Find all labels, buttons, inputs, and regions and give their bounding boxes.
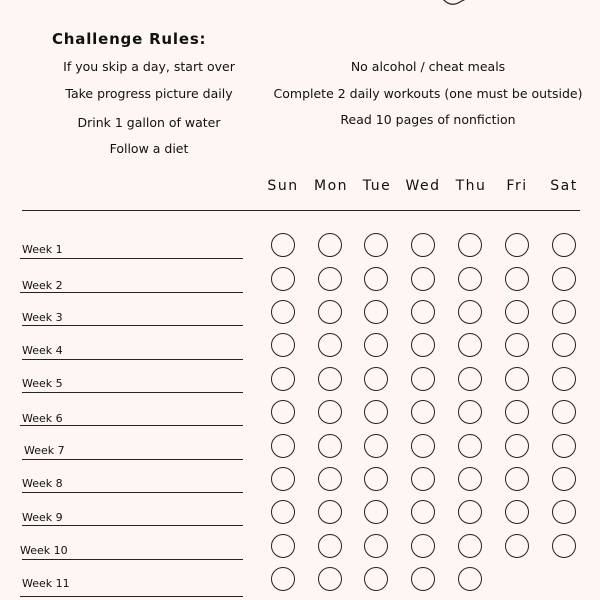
day-checkbox-circle[interactable] [458,534,482,558]
header-divider [22,210,580,211]
day-checkbox-circle[interactable] [364,267,388,291]
day-checkbox-circle[interactable] [458,300,482,324]
day-checkbox-circle[interactable] [505,333,529,357]
week-underline [20,425,243,426]
day-checkbox-circle[interactable] [552,333,576,357]
day-checkbox-circle[interactable] [364,534,388,558]
week-label: Week 2 [22,279,63,292]
day-checkbox-circle[interactable] [458,567,482,591]
day-checkbox-circle[interactable] [364,233,388,257]
week-underline [20,258,243,259]
day-checkbox-circle[interactable] [411,267,435,291]
week-label: Week 8 [22,477,63,490]
week-underline [22,359,243,360]
day-checkbox-circle[interactable] [271,534,295,558]
day-checkbox-circle[interactable] [552,233,576,257]
day-checkbox-circle[interactable] [505,300,529,324]
day-checkbox-circle[interactable] [364,467,388,491]
day-checkbox-circle[interactable] [318,500,342,524]
week-underline [22,459,243,460]
day-checkbox-circle[interactable] [364,567,388,591]
day-checkbox-circle[interactable] [552,434,576,458]
day-checkbox-circle[interactable] [458,500,482,524]
day-checkbox-circle[interactable] [411,434,435,458]
title-swash-decoration [440,0,480,10]
day-checkbox-circle[interactable] [411,467,435,491]
week-underline [22,525,243,526]
day-header-sun: Sun [267,178,299,194]
day-checkbox-circle[interactable] [411,500,435,524]
day-checkbox-circle[interactable] [458,233,482,257]
week-label: Week 3 [22,311,63,324]
day-checkbox-circle[interactable] [364,367,388,391]
day-checkbox-circle[interactable] [271,467,295,491]
day-checkbox-circle[interactable] [318,434,342,458]
day-checkbox-circle[interactable] [505,233,529,257]
day-checkbox-circle[interactable] [505,367,529,391]
rule-item: Complete 2 daily workouts (one must be outside) [273,86,583,101]
day-checkbox-circle[interactable] [411,333,435,357]
day-checkbox-circle[interactable] [271,233,295,257]
day-checkbox-circle[interactable] [458,333,482,357]
week-underline [22,492,243,493]
week-underline [22,559,243,560]
day-checkbox-circle[interactable] [458,267,482,291]
week-label: Week 6 [22,412,63,425]
rule-item: No alcohol / cheat meals [350,59,506,74]
week-underline [20,292,243,293]
rule-item: If you skip a day, start over [63,59,235,74]
day-header-sat: Sat [550,178,578,194]
week-underline [22,325,243,326]
day-checkbox-circle[interactable] [318,400,342,424]
day-checkbox-circle[interactable] [364,333,388,357]
day-checkbox-circle[interactable] [458,467,482,491]
day-checkbox-circle[interactable] [271,267,295,291]
rule-item: Read 10 pages of nonfiction [340,112,516,127]
day-checkbox-circle[interactable] [318,233,342,257]
day-header-fri: Fri [506,178,528,194]
day-checkbox-circle[interactable] [271,567,295,591]
day-checkbox-circle[interactable] [411,233,435,257]
day-checkbox-circle[interactable] [318,534,342,558]
day-checkbox-circle[interactable] [318,300,342,324]
day-checkbox-circle[interactable] [505,267,529,291]
week-label: Week 11 [22,577,70,590]
day-header-mon: Mon [313,178,349,194]
day-checkbox-circle[interactable] [505,467,529,491]
day-checkbox-circle[interactable] [364,400,388,424]
week-underline [20,596,243,597]
day-checkbox-circle[interactable] [318,367,342,391]
rule-item: Take progress picture daily [65,86,233,101]
day-checkbox-circle[interactable] [411,567,435,591]
week-label: Week 7 [24,444,65,457]
day-checkbox-circle[interactable] [458,434,482,458]
day-header-thu: Thu [455,178,487,194]
day-header-tue: Tue [362,178,392,194]
day-checkbox-circle[interactable] [505,500,529,524]
rules-heading: Challenge Rules: [52,30,207,48]
day-header-wed: Wed [405,178,441,194]
day-checkbox-circle[interactable] [318,333,342,357]
day-checkbox-circle[interactable] [552,267,576,291]
day-checkbox-circle[interactable] [411,400,435,424]
week-label: Week 9 [22,511,63,524]
day-checkbox-circle[interactable] [271,400,295,424]
day-checkbox-circle[interactable] [318,267,342,291]
day-checkbox-circle[interactable] [505,534,529,558]
day-checkbox-circle[interactable] [364,300,388,324]
day-checkbox-circle[interactable] [552,500,576,524]
week-label: Week 4 [22,344,63,357]
week-underline [22,392,243,393]
day-checkbox-circle[interactable] [505,400,529,424]
day-checkbox-circle[interactable] [505,434,529,458]
day-checkbox-circle[interactable] [552,467,576,491]
week-label: Week 10 [20,544,68,557]
day-checkbox-circle[interactable] [458,400,482,424]
day-checkbox-circle[interactable] [364,434,388,458]
day-checkbox-circle[interactable] [552,300,576,324]
rule-item: Drink 1 gallon of water [77,115,221,130]
day-checkbox-circle[interactable] [271,434,295,458]
day-checkbox-circle[interactable] [318,567,342,591]
day-checkbox-circle[interactable] [271,500,295,524]
day-checkbox-circle[interactable] [411,300,435,324]
week-label: Week 1 [22,243,63,256]
day-checkbox-circle[interactable] [364,500,388,524]
day-checkbox-circle[interactable] [552,367,576,391]
week-label: Week 5 [22,377,63,390]
day-checkbox-circle[interactable] [411,534,435,558]
day-checkbox-circle[interactable] [411,367,435,391]
day-checkbox-circle[interactable] [271,367,295,391]
day-checkbox-circle[interactable] [271,333,295,357]
day-checkbox-circle[interactable] [271,300,295,324]
rule-item: Follow a diet [109,141,189,156]
day-checkbox-circle[interactable] [552,534,576,558]
day-checkbox-circle[interactable] [552,400,576,424]
day-checkbox-circle[interactable] [318,467,342,491]
day-checkbox-circle[interactable] [458,367,482,391]
